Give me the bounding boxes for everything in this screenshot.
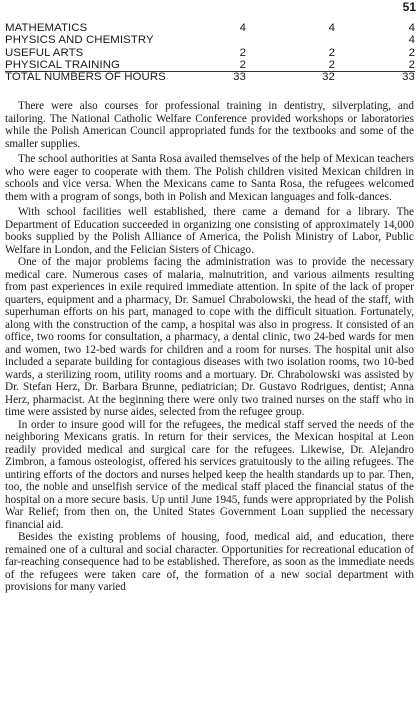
hours-cell: 4 — [408, 34, 415, 47]
subject-cell: MATHEMATICS — [5, 22, 88, 34]
paragraph: Besides the existing problems of housing, food, medical aid, and education, there remained one of a cultural and social character. Opportunities for recreational education of far-reaching consequence had to be established. Therefore, as soon as the immediate needs of the refugees were taken care of, the formation of a new social department with provisions for many varied — [5, 531, 414, 593]
table-row — [5, 59, 415, 71]
hours-cell: 33 — [233, 71, 246, 84]
paragraph: One of the major problems facing the administration was to provide the necessary medical care. Numerous cases of malaria, malnutrition, and various ailments resulting from past experiences in exile required immediate attention. In spite of the lack of proper quarters, equipment and a pharmacy, Dr. Samuel Chrabolowski, the head of the staff, with superhuman efforts on his part, managed to cope with the difficult situation. Fortunately, along with the construction of the camp, a hospital was also in progress. It consisted of an office, two rooms for consultation, a pharmacy, a dental clinic, two 24-bed wards for men and women, two 12-bed wards for children and a room for nurses. The hospital unit also included a separate building for contagious diseases with two isolation rooms, two 10-bed wards, a sterilizing room, utility rooms and a mortuary. Dr. Chrabolowski was assisted by Dr. Stefan Herz, Dr. Barbara Brunne, pediatrician; Dr. Gustavo Rodrigues, dentist; Anna Herz, pharmacist. At the beginning there were only two trained nurses on the staff who in time were assisted by nurse aides, selected from the refugee group. — [5, 256, 414, 418]
hours-cell: 2 — [239, 46, 246, 59]
table-row — [5, 22, 415, 34]
page-number: 51 — [402, 0, 416, 14]
hours-cell: 32 — [322, 71, 335, 84]
table-row — [5, 34, 415, 46]
subject-cell: USEFUL ARTS — [5, 46, 84, 59]
table-row — [5, 47, 415, 59]
hours-cell: 2 — [328, 58, 335, 71]
hours-cell: 2 — [408, 46, 415, 59]
subject-cell: PHYSICS AND CHEMISTRY — [5, 34, 154, 47]
paragraph: With school facilities well established, there came a demand for a library. The Department of Education succeeded in organizing one consisting of approximately 14,000 books supplied by the Polish Alliance of America, the Polish Ministry of Labor, Public Welfare in London, and the Felician Sisters of Chicago. — [5, 206, 414, 256]
hours-cell: 2 — [239, 58, 246, 71]
hours-table — [5, 22, 415, 83]
paragraph: In order to insure good will for the refugees, the medical staff served the needs of the neighboring Mexicans gratis. In return for their services, the Mexican hospital at Leon readily provided medical and surgical care for the refugees. Likewise, Dr. Alejandro Zimbron, a famous osteologist, offered his services gratuitously to the ailing refugees. The untiring efforts of the doctors and nurses helped keep the health standards up to par. Then, too, the noble and unselfish service of the medical staff placed the financial status of the hospital on a more secure basis. Up until June 1945, funds were appropriated by the Polish War Relief; from then on, the United States Government Loan supplied the necessary financial aid. — [5, 418, 414, 531]
hours-cell: 4 — [328, 22, 335, 34]
paragraph: There were also courses for professional training in dentistry, silverplating, and tailoring. The National Catholic Welfare Conference provided workshops or laboratories while the Polish American Council appropriated funds for the textbooks and some of the smaller supplies. — [5, 100, 414, 150]
subject-cell: PHYSICAL TRAINING — [5, 58, 120, 71]
table-row-total — [5, 71, 415, 83]
hours-cell: 2 — [408, 58, 415, 71]
hours-cell: 4 — [239, 22, 246, 34]
body-text — [5, 100, 414, 594]
hours-cell: 2 — [328, 46, 335, 59]
paragraph: The school authorities at Santa Rosa availed themselves of the help of Mexican teachers who were eager to cooperate with them. The Polish children visited Mexican children in schools and vice versa. When the Mexicans came to Santa Rosa, the refugees welcomed them with a program of songs, both in Polish and Mexican languages and folk-dances. — [5, 153, 414, 203]
subject-cell: TOTAL NUMBERS OF HOURS — [5, 71, 166, 84]
hours-cell: 4 — [408, 22, 415, 34]
hours-cell: 33 — [402, 71, 415, 84]
